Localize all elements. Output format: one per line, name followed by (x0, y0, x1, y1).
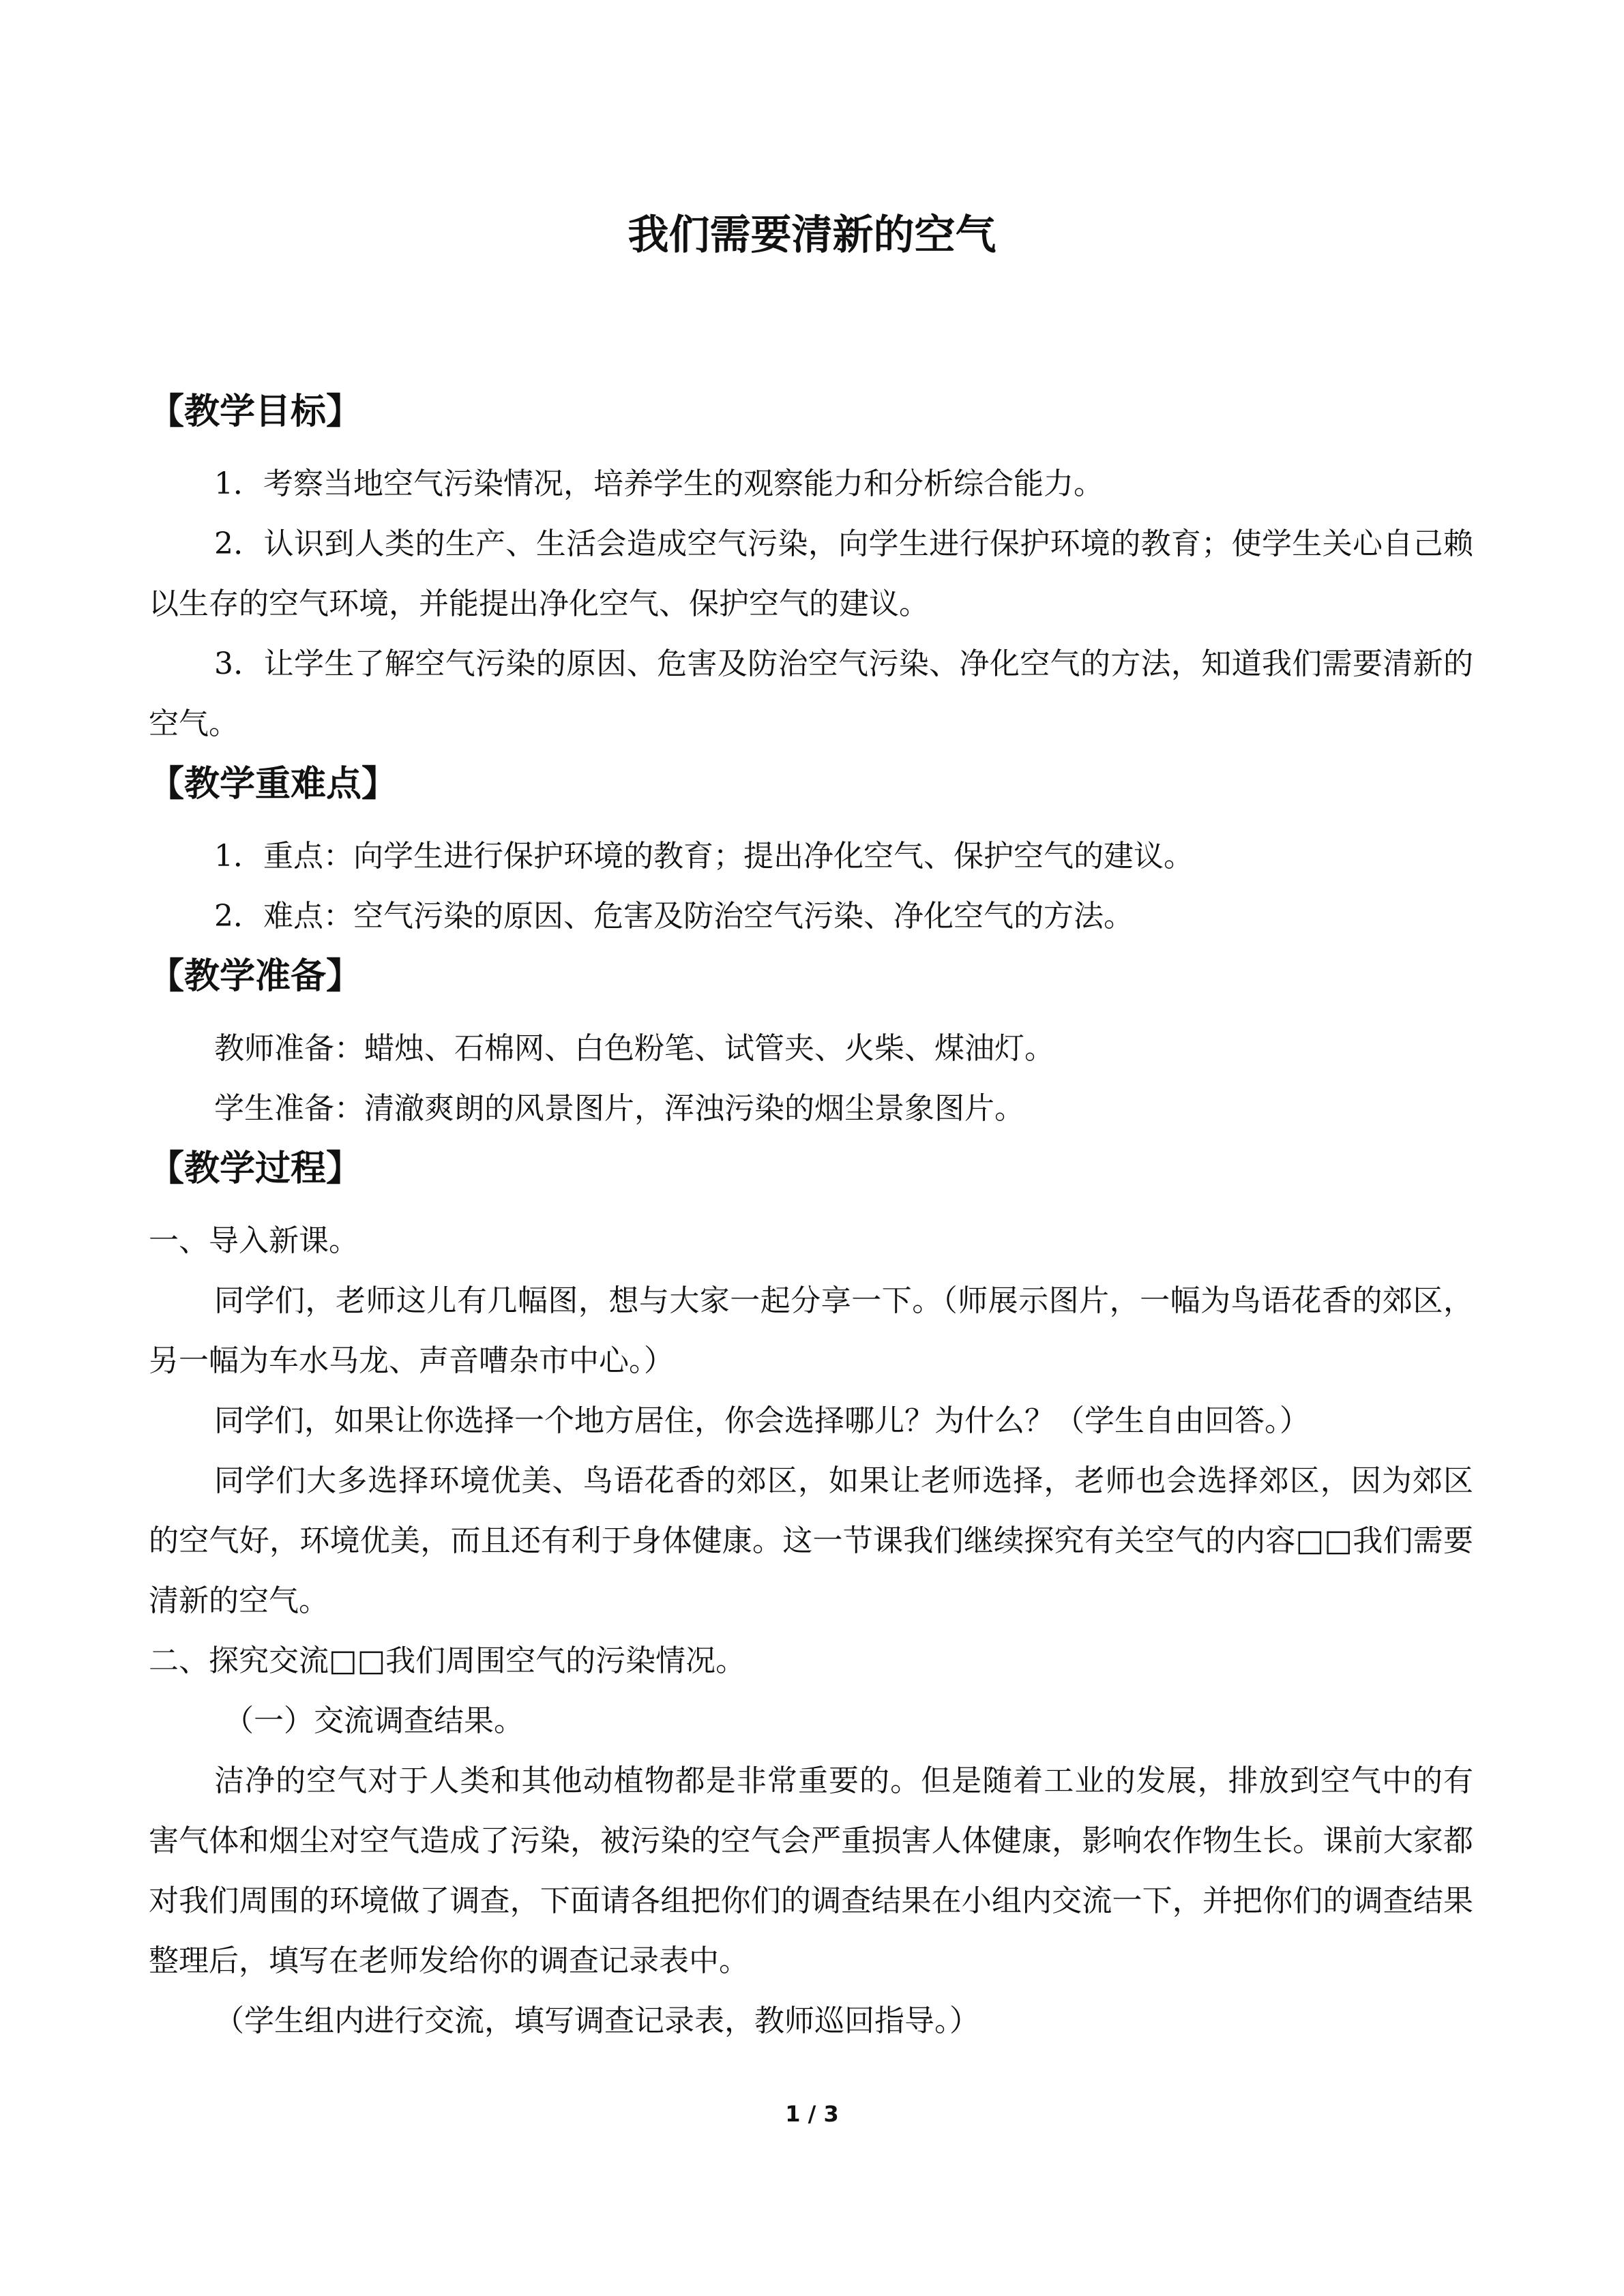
process-paragraph-4: 洁净的空气对于人类和其他动植物都是非常重要的。但是随着工业的发展，排放到空气中的有害气体和烟尘对空气造成了污染，被污染的空气会严重损害人体健康，影响农作物生长。课前大家都对我们周围的环境做了调查，下面请各组把你们的调查结果在小组内交流一下，并把你们的调查结果整理后，填写在老师发给你的调查记录表中。 (149, 1763, 1473, 1978)
prep-teacher: 教师准备：蜡烛、石棉网、白色粉笔、试管夹、火柴、煤油灯。 (214, 1031, 1054, 1066)
goal-item-2: 2．认识到人类的生产、生活会造成空气污染，向学生进行保护环境的教育；使学生关心自己赖以生存的空气环境，并能提出净化空气、保护空气的建议。 (149, 526, 1473, 621)
page-number: 1 / 3 (785, 2101, 839, 2127)
document-title: 我们需要清新的空气 (628, 211, 996, 259)
document-body (149, 382, 1473, 2051)
section-heading-process: 【教学过程】 (149, 1148, 362, 1189)
process-substep-1: （一）交流调查结果。 (224, 1703, 524, 1738)
keypoint-item-2: 2．难点：空气污染的原因、危害及防治空气污染、净化空气的方法。 (214, 899, 1134, 934)
process-paragraph-1: 同学们，老师这儿有几幅图，想与大家一起分享一下。（师展示图片，一幅为鸟语花香的郊区，另一幅为车水马龙、声音嘈杂市中心。） (149, 1283, 1473, 1378)
process-paragraph-3: 同学们大多选择环境优美、鸟语花香的郊区，如果让老师选择，老师也会选择郊区，因为郊区的空气好，环境优美，而且还有利于身体健康。这一节课我们继续探究有关空气的内容□□我们需要清新的空气。 (149, 1463, 1473, 1618)
process-step-1: 一、导入新课。 (149, 1223, 359, 1258)
process-step-2: 二、探究交流□□我们周围空气的污染情况。 (149, 1643, 746, 1678)
goal-item-1: 1．考察当地空气污染情况，培养学生的观察能力和分析综合能力。 (214, 466, 1104, 501)
section-heading-goals: 【教学目标】 (149, 391, 362, 432)
prep-student: 学生准备：清澈爽朗的风景图片，浑浊污染的烟尘景象图片。 (214, 1091, 1024, 1126)
section-heading-prep: 【教学准备】 (149, 956, 362, 997)
process-paragraph-5: （学生组内进行交流，填写调查记录表，教师巡回指导。） (214, 2003, 979, 2038)
process-paragraph-2: 同学们，如果让你选择一个地方居住，你会选择哪儿？为什么？（学生自由回答。） (214, 1403, 1310, 1438)
goal-item-3: 3．让学生了解空气污染的原因、危害及防治空气污染、净化空气的方法，知道我们需要清新的空气。 (149, 646, 1473, 741)
section-heading-keypoints: 【教学重难点】 (149, 764, 398, 805)
keypoint-item-1: 1．重点：向学生进行保护环境的教育；提出净化空气、保护空气的建议。 (214, 839, 1194, 874)
